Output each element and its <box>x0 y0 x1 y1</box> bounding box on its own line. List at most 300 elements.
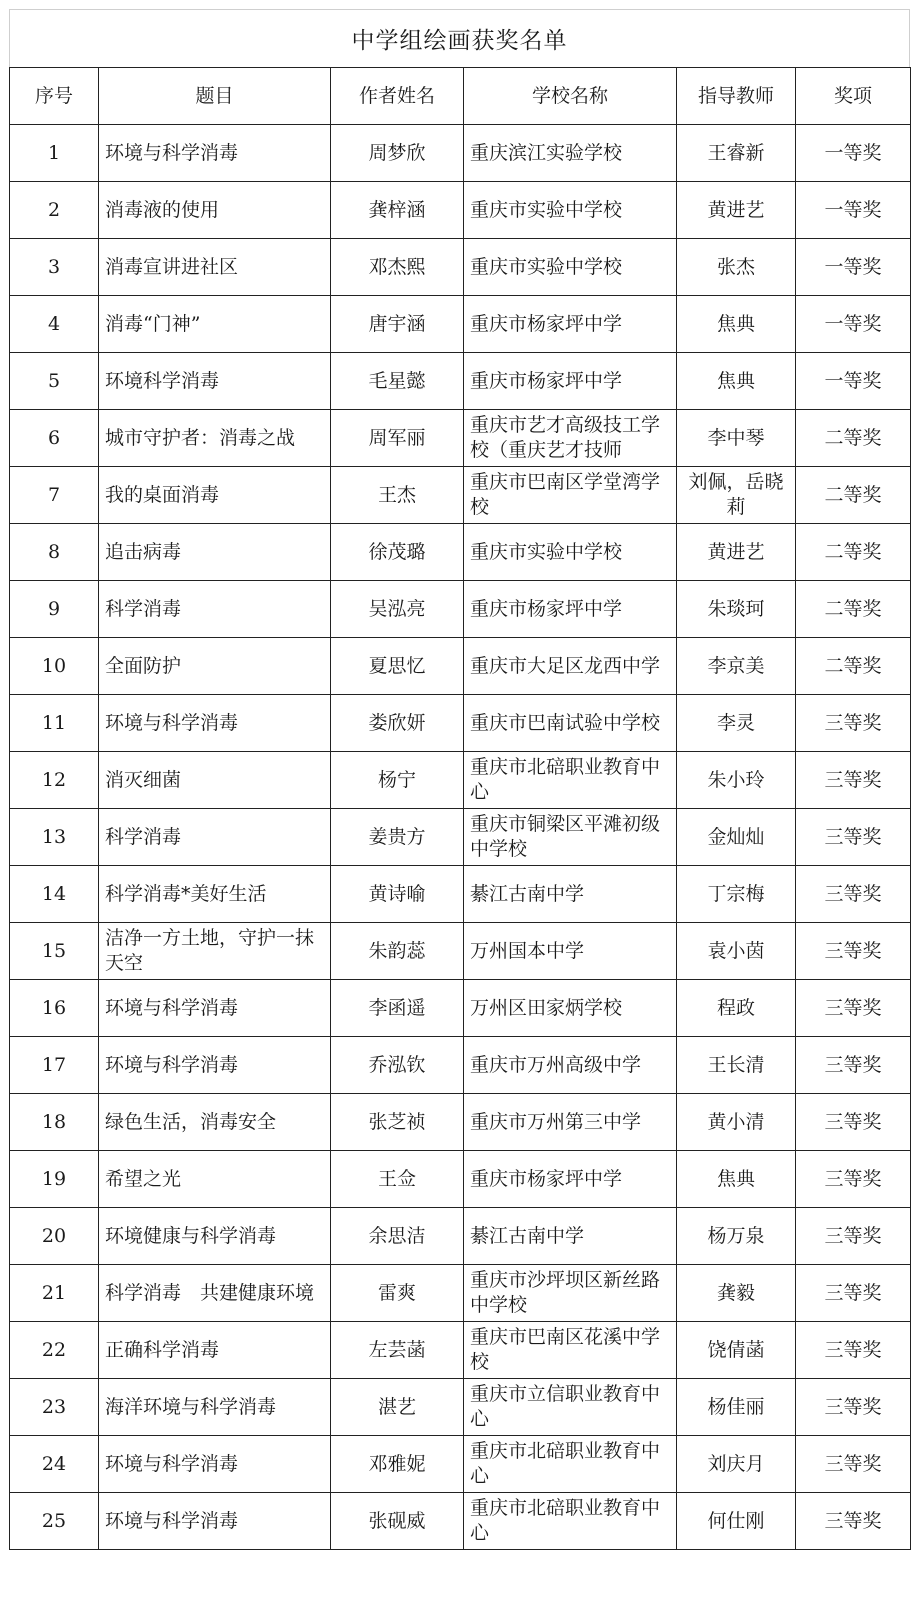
cell-topic-text: 海洋环境与科学消毒 <box>105 1395 277 1418</box>
cell-teacher <box>677 410 796 467</box>
cell-author <box>331 581 464 638</box>
cell-topic-text: 环境与科学消毒 <box>105 1509 239 1532</box>
cell-author <box>331 752 464 809</box>
cell-award <box>796 182 911 239</box>
cell-teacher-text: 袁小茵 <box>707 939 765 962</box>
cell-author-text: 黄诗喻 <box>368 882 426 905</box>
table-row <box>10 752 911 809</box>
table-row <box>10 980 911 1037</box>
cell-num <box>10 809 99 866</box>
cell-award <box>796 467 911 524</box>
cell-author <box>331 125 464 182</box>
cell-teacher <box>677 923 796 980</box>
cell-award-text: 三等奖 <box>824 1452 882 1475</box>
cell-school <box>464 1379 677 1436</box>
cell-award-text: 三等奖 <box>824 1281 882 1304</box>
cell-author-text: 余思洁 <box>368 1224 426 1247</box>
cell-school-text: 綦江古南中学 <box>470 1224 585 1247</box>
cell-num-text: 24 <box>41 1452 67 1475</box>
cell-author <box>331 296 464 353</box>
cell-award <box>796 296 911 353</box>
cell-author-text: 龚梓涵 <box>368 198 426 221</box>
cell-school <box>464 182 677 239</box>
cell-award <box>796 1151 911 1208</box>
cell-topic-text: 全面防护 <box>105 654 182 677</box>
table-row <box>10 410 911 467</box>
cell-award <box>796 1436 911 1493</box>
cell-school-text: 綦江古南中学 <box>470 882 585 905</box>
cell-award <box>796 581 911 638</box>
header-teacher: 指导教师 <box>677 68 796 125</box>
cell-topic-text: 消毒“门神” <box>105 312 201 335</box>
cell-author <box>331 1436 464 1493</box>
cell-topic <box>99 182 331 239</box>
header-author: 作者姓名 <box>331 68 464 125</box>
cell-topic-text: 消灭细菌 <box>105 768 182 791</box>
cell-award <box>796 752 911 809</box>
cell-teacher-text: 刘佩，岳晓莉 <box>688 471 784 518</box>
cell-topic-text: 环境科学消毒 <box>105 369 220 392</box>
cell-school <box>464 1265 677 1322</box>
cell-teacher-text: 焦典 <box>716 1167 755 1190</box>
cell-num-text: 21 <box>41 1281 67 1304</box>
cell-topic-text: 城市守护者：消毒之战 <box>105 426 296 449</box>
table-row <box>10 866 911 923</box>
cell-school-text: 重庆市杨家坪中学 <box>470 312 623 335</box>
cell-school-text: 重庆市铜梁区平滩初级中学校 <box>470 813 661 860</box>
cell-teacher <box>677 1322 796 1379</box>
cell-num <box>10 125 99 182</box>
cell-topic <box>99 296 331 353</box>
cell-teacher-text: 丁宗梅 <box>707 882 765 905</box>
cell-author <box>331 1094 464 1151</box>
cell-author <box>331 638 464 695</box>
cell-num-text: 13 <box>41 825 67 848</box>
cell-topic <box>99 752 331 809</box>
cell-teacher <box>677 1436 796 1493</box>
cell-topic <box>99 410 331 467</box>
cell-teacher <box>677 353 796 410</box>
cell-num <box>10 866 99 923</box>
cell-num <box>10 1265 99 1322</box>
cell-topic <box>99 1493 331 1550</box>
cell-school <box>464 581 677 638</box>
cell-topic <box>99 638 331 695</box>
cell-award-text: 二等奖 <box>824 426 882 449</box>
cell-num-text: 15 <box>41 939 67 962</box>
cell-topic <box>99 125 331 182</box>
cell-school-text: 重庆市艺才高级技工学校（重庆艺才技师 <box>470 414 661 461</box>
cell-num-text: 19 <box>41 1167 67 1190</box>
cell-author <box>331 695 464 752</box>
cell-school-text: 重庆市立信职业教育中心 <box>470 1383 661 1430</box>
cell-num-text: 6 <box>47 426 61 449</box>
cell-teacher <box>677 809 796 866</box>
cell-num <box>10 695 99 752</box>
cell-author-text: 周军丽 <box>368 426 426 449</box>
cell-school <box>464 1493 677 1550</box>
cell-award <box>796 1094 911 1151</box>
cell-author <box>331 353 464 410</box>
table-row <box>10 1436 911 1493</box>
cell-award <box>796 239 911 296</box>
cell-award-text: 二等奖 <box>824 597 882 620</box>
cell-award <box>796 980 911 1037</box>
cell-teacher-text: 王长清 <box>707 1053 765 1076</box>
cell-num <box>10 1379 99 1436</box>
cell-topic-text: 科学消毒 <box>105 825 182 848</box>
cell-topic-text: 科学消毒 <box>105 597 182 620</box>
cell-award-text: 二等奖 <box>824 540 882 563</box>
cell-topic <box>99 809 331 866</box>
cell-award-text: 三等奖 <box>824 711 882 734</box>
cell-topic-text: 我的桌面消毒 <box>105 483 220 506</box>
cell-award <box>796 1208 911 1265</box>
cell-teacher <box>677 980 796 1037</box>
cell-topic-text: 希望之光 <box>105 1167 182 1190</box>
cell-num <box>10 353 99 410</box>
cell-teacher-text: 黄进艺 <box>707 198 765 221</box>
cell-author <box>331 923 464 980</box>
cell-author-text: 杨宁 <box>377 768 416 791</box>
cell-topic <box>99 1208 331 1265</box>
cell-num-text: 11 <box>41 711 67 734</box>
cell-teacher <box>677 467 796 524</box>
cell-award-text: 一等奖 <box>824 312 882 335</box>
cell-author-text: 邓雅妮 <box>368 1452 426 1475</box>
cell-teacher-text: 金灿灿 <box>707 825 765 848</box>
cell-school <box>464 1322 677 1379</box>
cell-author-text: 吴泓亮 <box>368 597 426 620</box>
cell-author <box>331 1322 464 1379</box>
cell-topic <box>99 467 331 524</box>
table-row <box>10 1208 911 1265</box>
cell-school <box>464 1037 677 1094</box>
cell-school-text: 重庆市北碚职业教育中心 <box>470 1440 661 1487</box>
cell-author-text: 唐宇涵 <box>368 312 426 335</box>
cell-topic-text: 环境健康与科学消毒 <box>105 1224 277 1247</box>
cell-author-text: 娄欣妍 <box>368 711 426 734</box>
cell-teacher-text: 龚毅 <box>716 1281 755 1304</box>
cell-num <box>10 182 99 239</box>
cell-school <box>464 1436 677 1493</box>
cell-teacher-text: 李灵 <box>716 711 755 734</box>
table-row <box>10 695 911 752</box>
cell-teacher-text: 黄小清 <box>707 1110 765 1133</box>
cell-award-text: 一等奖 <box>824 198 882 221</box>
cell-school-text: 重庆市大足区龙西中学 <box>470 654 661 677</box>
cell-topic-text: 环境与科学消毒 <box>105 996 239 1019</box>
cell-topic <box>99 353 331 410</box>
cell-award-text: 一等奖 <box>824 255 882 278</box>
cell-school <box>464 638 677 695</box>
cell-award-text: 三等奖 <box>824 1509 882 1532</box>
table-row <box>10 581 911 638</box>
table-row <box>10 1265 911 1322</box>
cell-author <box>331 182 464 239</box>
cell-topic-text: 环境与科学消毒 <box>105 1053 239 1076</box>
cell-topic <box>99 923 331 980</box>
cell-author-text: 姜贵方 <box>368 825 426 848</box>
cell-num-text: 3 <box>47 255 61 278</box>
cell-num-text: 10 <box>41 654 67 677</box>
cell-teacher-text: 焦典 <box>716 369 755 392</box>
cell-num <box>10 1037 99 1094</box>
table-header-row <box>10 68 911 125</box>
cell-topic-text: 绿色生活，消毒安全 <box>105 1110 277 1133</box>
cell-school <box>464 410 677 467</box>
cell-num <box>10 296 99 353</box>
cell-award <box>796 1265 911 1322</box>
cell-award <box>796 353 911 410</box>
cell-teacher <box>677 581 796 638</box>
cell-award-text: 三等奖 <box>824 1395 882 1418</box>
cell-num-text: 20 <box>41 1224 67 1247</box>
cell-teacher-text: 程政 <box>716 996 755 1019</box>
table-row <box>10 296 911 353</box>
header-school: 学校名称 <box>464 68 677 125</box>
cell-teacher <box>677 1493 796 1550</box>
cell-author <box>331 524 464 581</box>
cell-teacher <box>677 296 796 353</box>
cell-school-text: 重庆市杨家坪中学 <box>470 597 623 620</box>
table-row <box>10 1493 911 1550</box>
cell-author-text: 王佥 <box>377 1167 416 1190</box>
cell-school <box>464 809 677 866</box>
cell-school-text: 重庆市北碚职业教育中心 <box>470 1497 661 1544</box>
cell-topic <box>99 1322 331 1379</box>
cell-topic <box>99 1094 331 1151</box>
cell-num-text: 2 <box>47 198 61 221</box>
cell-school <box>464 296 677 353</box>
cell-num-text: 25 <box>41 1509 67 1532</box>
cell-topic <box>99 1151 331 1208</box>
cell-award-text: 三等奖 <box>824 825 882 848</box>
table-row <box>10 125 911 182</box>
cell-award <box>796 866 911 923</box>
cell-author <box>331 467 464 524</box>
cell-topic-text: 追击病毒 <box>105 540 182 563</box>
cell-award-text: 一等奖 <box>824 141 882 164</box>
cell-school-text: 重庆市实验中学校 <box>470 198 623 221</box>
cell-author <box>331 1151 464 1208</box>
cell-topic-text: 科学消毒 共建健康环境 <box>105 1281 315 1304</box>
cell-school <box>464 524 677 581</box>
cell-topic-text: 正确科学消毒 <box>105 1338 220 1361</box>
cell-teacher-text: 何仕刚 <box>707 1509 765 1532</box>
cell-num <box>10 1151 99 1208</box>
cell-author-text: 徐茂璐 <box>368 540 426 563</box>
cell-award-text: 三等奖 <box>824 1224 882 1247</box>
cell-author-text: 李函遥 <box>368 996 426 1019</box>
cell-topic <box>99 239 331 296</box>
table-row <box>10 638 911 695</box>
cell-school-text: 重庆市沙坪坝区新丝路中学校 <box>470 1269 661 1316</box>
cell-num-text: 1 <box>47 141 61 164</box>
table-row <box>10 923 911 980</box>
cell-topic <box>99 1379 331 1436</box>
cell-topic-text: 环境与科学消毒 <box>105 1452 239 1475</box>
table-row <box>10 239 911 296</box>
cell-school <box>464 239 677 296</box>
cell-author-text: 朱韵蕊 <box>368 939 426 962</box>
cell-teacher <box>677 239 796 296</box>
cell-award <box>796 1493 911 1550</box>
cell-author <box>331 980 464 1037</box>
cell-author <box>331 1208 464 1265</box>
cell-author-text: 湛艺 <box>377 1395 416 1418</box>
cell-author-text: 王杰 <box>377 483 416 506</box>
cell-author-text: 邓杰熙 <box>368 255 426 278</box>
cell-school-text: 重庆市巴南试验中学校 <box>470 711 661 734</box>
cell-num <box>10 581 99 638</box>
cell-school-text: 重庆市杨家坪中学 <box>470 1167 623 1190</box>
cell-school-text: 重庆市杨家坪中学 <box>470 369 623 392</box>
cell-teacher <box>677 182 796 239</box>
cell-award-text: 三等奖 <box>824 768 882 791</box>
cell-num <box>10 467 99 524</box>
cell-num-text: 7 <box>47 483 61 506</box>
cell-teacher-text: 李京美 <box>707 654 765 677</box>
cell-school <box>464 467 677 524</box>
cell-teacher-text: 杨万泉 <box>707 1224 765 1247</box>
cell-award <box>796 125 911 182</box>
cell-teacher <box>677 752 796 809</box>
table-row <box>10 182 911 239</box>
cell-school <box>464 1094 677 1151</box>
cell-author-text: 夏思忆 <box>368 654 426 677</box>
cell-author <box>331 1265 464 1322</box>
cell-num <box>10 1322 99 1379</box>
cell-award-text: 一等奖 <box>824 369 882 392</box>
cell-teacher <box>677 1379 796 1436</box>
cell-school-text: 重庆市实验中学校 <box>470 255 623 278</box>
cell-school-text: 万州区田家炳学校 <box>470 996 623 1019</box>
cell-topic <box>99 1037 331 1094</box>
award-table <box>9 67 911 1550</box>
cell-school <box>464 752 677 809</box>
cell-author-text: 乔泓钦 <box>368 1053 426 1076</box>
header-num: 序号 <box>10 68 99 125</box>
cell-award-text: 三等奖 <box>824 996 882 1019</box>
cell-num <box>10 1493 99 1550</box>
cell-school-text: 重庆市实验中学校 <box>470 540 623 563</box>
cell-school-text: 重庆市巴南区学堂湾学校 <box>470 471 661 518</box>
cell-topic <box>99 1265 331 1322</box>
cell-author <box>331 1493 464 1550</box>
cell-school-text: 重庆滨江实验学校 <box>470 141 623 164</box>
cell-num <box>10 638 99 695</box>
table-row <box>10 353 911 410</box>
cell-teacher-text: 李中琴 <box>707 426 765 449</box>
cell-teacher-text: 饶倩菡 <box>707 1338 765 1361</box>
cell-author <box>331 1379 464 1436</box>
cell-teacher-text: 黄进艺 <box>707 540 765 563</box>
cell-award <box>796 1037 911 1094</box>
cell-topic-text: 科学消毒*美好生活 <box>105 882 267 905</box>
cell-author-text: 张砚威 <box>368 1509 426 1532</box>
cell-teacher-text: 王睿新 <box>707 141 765 164</box>
cell-award <box>796 524 911 581</box>
cell-award-text: 三等奖 <box>824 882 882 905</box>
cell-topic-text: 环境与科学消毒 <box>105 711 239 734</box>
cell-topic-text: 消毒宣讲进社区 <box>105 255 239 278</box>
table-row <box>10 1037 911 1094</box>
cell-award-text: 三等奖 <box>824 1167 882 1190</box>
cell-author <box>331 809 464 866</box>
cell-school <box>464 1208 677 1265</box>
cell-award-text: 三等奖 <box>824 939 882 962</box>
cell-award <box>796 410 911 467</box>
cell-author-text: 毛星懿 <box>368 369 426 392</box>
cell-num-text: 23 <box>41 1395 67 1418</box>
cell-teacher <box>677 1265 796 1322</box>
cell-school <box>464 1151 677 1208</box>
cell-award-text: 三等奖 <box>824 1053 882 1076</box>
cell-teacher <box>677 1037 796 1094</box>
cell-school-text: 重庆市万州高级中学 <box>470 1053 642 1076</box>
cell-award-text: 三等奖 <box>824 1338 882 1361</box>
cell-num <box>10 1094 99 1151</box>
cell-award-text: 二等奖 <box>824 654 882 677</box>
cell-school-text: 重庆市万州第三中学 <box>470 1110 642 1133</box>
cell-school-text: 重庆市巴南区花溪中学校 <box>470 1326 661 1373</box>
cell-award <box>796 923 911 980</box>
table-row <box>10 1094 911 1151</box>
cell-teacher <box>677 125 796 182</box>
cell-num <box>10 980 99 1037</box>
cell-award <box>796 1379 911 1436</box>
cell-topic <box>99 695 331 752</box>
cell-num-text: 9 <box>47 597 61 620</box>
cell-topic <box>99 581 331 638</box>
cell-teacher-text: 朱小玲 <box>707 768 765 791</box>
cell-num-text: 8 <box>47 540 61 563</box>
cell-num <box>10 524 99 581</box>
cell-topic-text: 洁净一方土地，守护一抹天空 <box>105 927 315 974</box>
cell-teacher-text: 张杰 <box>716 255 755 278</box>
cell-award-text: 二等奖 <box>824 483 882 506</box>
cell-teacher <box>677 866 796 923</box>
cell-author <box>331 1037 464 1094</box>
cell-author <box>331 866 464 923</box>
cell-award <box>796 638 911 695</box>
cell-num-text: 5 <box>47 369 61 392</box>
cell-teacher <box>677 638 796 695</box>
cell-teacher <box>677 1208 796 1265</box>
table-row <box>10 467 911 524</box>
cell-award <box>796 1322 911 1379</box>
cell-school <box>464 866 677 923</box>
cell-teacher <box>677 524 796 581</box>
cell-num-text: 12 <box>41 768 67 791</box>
cell-school <box>464 695 677 752</box>
cell-teacher <box>677 695 796 752</box>
cell-award-text: 三等奖 <box>824 1110 882 1133</box>
cell-school <box>464 353 677 410</box>
cell-author-text: 张芝祯 <box>368 1110 426 1133</box>
cell-teacher <box>677 1151 796 1208</box>
cell-school-text: 重庆市北碚职业教育中心 <box>470 756 661 803</box>
header-award: 奖项 <box>796 68 911 125</box>
page-title: 中学组绘画获奖名单 <box>9 9 910 67</box>
cell-author-text: 雷爽 <box>377 1281 416 1304</box>
cell-num <box>10 923 99 980</box>
table-row <box>10 1379 911 1436</box>
cell-num-text: 16 <box>41 996 67 1019</box>
table-row <box>10 524 911 581</box>
cell-author <box>331 410 464 467</box>
